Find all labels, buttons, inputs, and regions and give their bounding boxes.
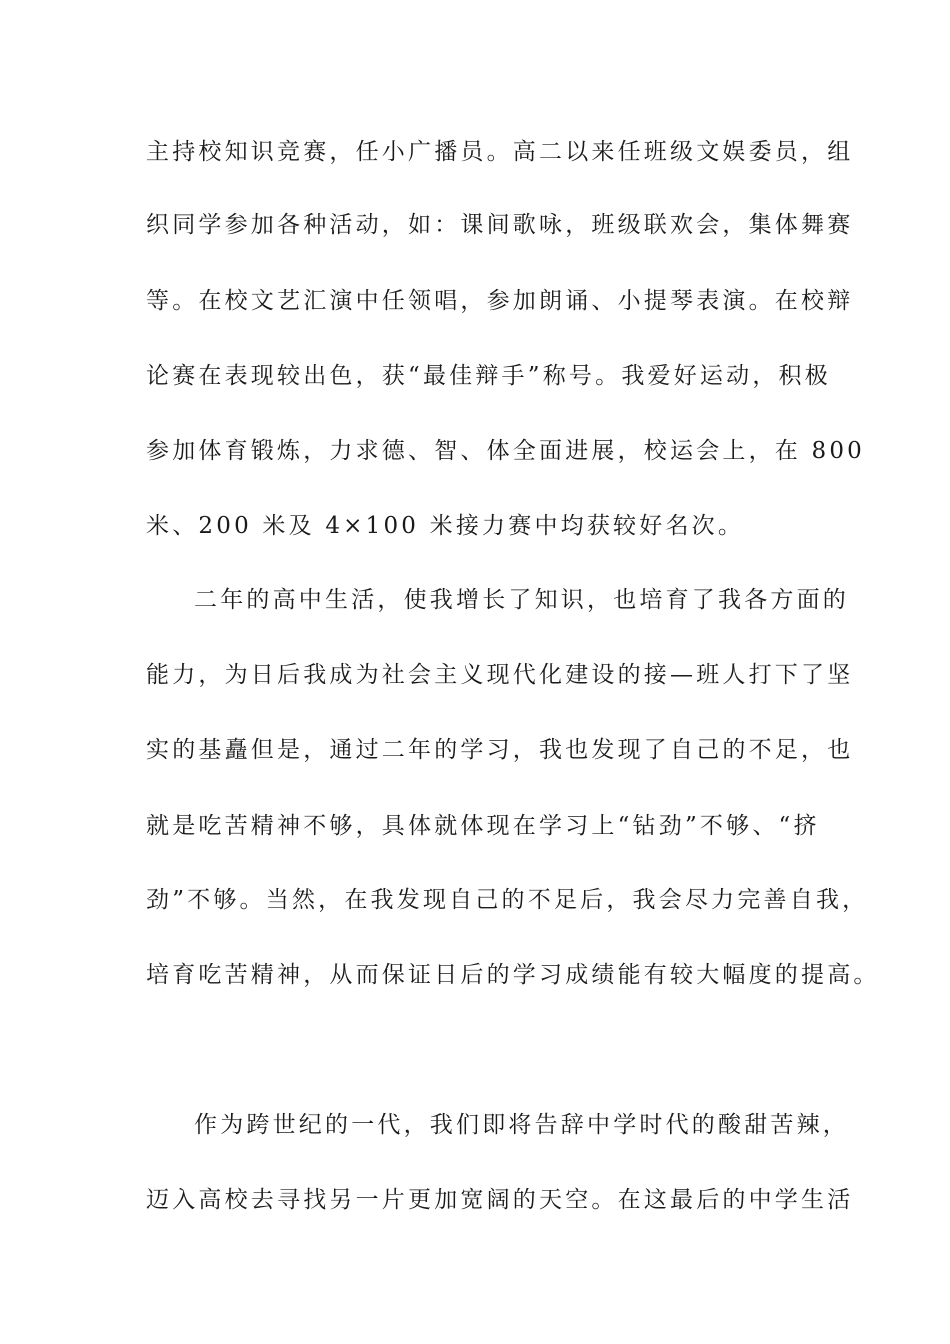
text-line: 参加体育锻炼，力求德、智、体全面进展，校运会上，在 800	[146, 438, 866, 464]
text-line: 劲”不够。当然，在我发现自己的不足后，我会尽力完善自我，	[146, 887, 869, 913]
text-line: 作为跨世纪的一代，我们即将告辞中学时代的酸甜苦辣，	[194, 1112, 849, 1138]
text-line: 能力，为日后我成为社会主义现代化建设的接—班人打下了坚	[146, 662, 854, 688]
text-line: 实的基矗但是，通过二年的学习，我也发现了自己的不足，也	[146, 737, 854, 763]
text-line: 培育吃苦精神，从而保证日后的学习成绩能有较大幅度的提高。	[146, 962, 880, 988]
text-line: 迈入高校去寻找另一片更加宽阔的天空。在这最后的中学生活	[146, 1187, 854, 1213]
text-line: 主持校知识竞赛，任小广播员。高二以来任班级文娱委员，组	[146, 139, 854, 165]
text-line: 米、200 米及 4×100 米接力赛中均获较好名次。	[146, 513, 745, 539]
text-line: 等。在校文艺汇演中任领唱，参加朗诵、小提琴表演。在校辩	[146, 288, 854, 314]
text-line: 二年的高中生活，使我增长了知识，也培育了我各方面的	[194, 587, 849, 613]
text-line: 论赛在表现较出色，获“最佳辩手”称号。我爱好运动，积极	[146, 363, 831, 389]
text-line: 织同学参加各种活动，如：课间歌咏，班级联欢会，集体舞赛	[146, 212, 854, 238]
text-line: 就是吃苦精神不够，具体就体现在学习上“钻劲”不够、“挤	[146, 813, 820, 839]
